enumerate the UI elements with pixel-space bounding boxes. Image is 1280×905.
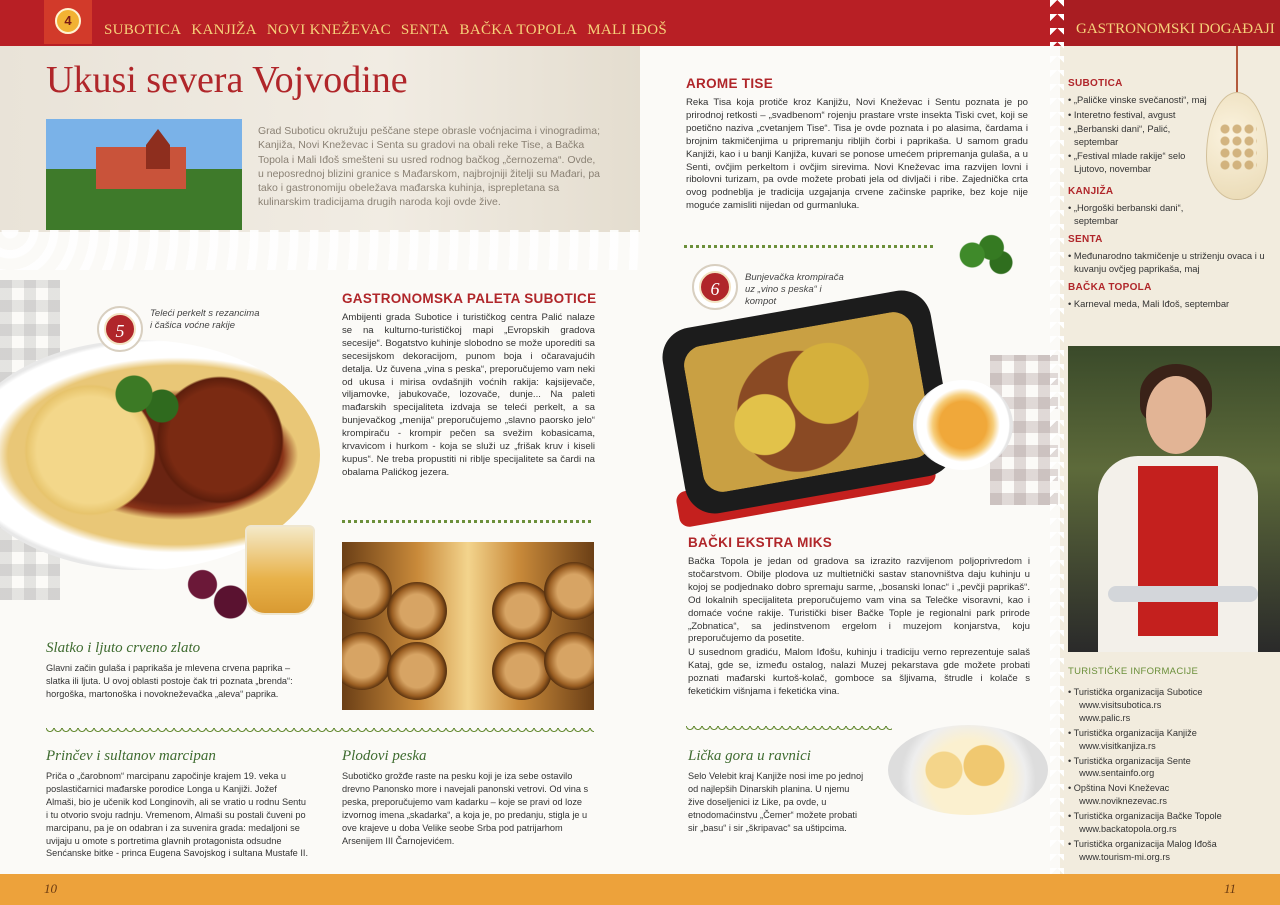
photo-badge-5 (97, 306, 143, 352)
herb-garnish (110, 370, 190, 430)
barrel (544, 632, 594, 690)
egg-pattern (1219, 123, 1257, 171)
barrel (342, 562, 392, 620)
villa-tower-shape (146, 129, 170, 169)
photo-caption-6: Bunjevačka krompirača uz „vino s peska“ i kompot (745, 272, 844, 307)
event-list (1068, 250, 1268, 277)
vest-shape (1138, 466, 1218, 636)
zigzag-edge (1050, 0, 1064, 874)
town-nav (104, 22, 667, 39)
event-item: • „Horgoški berbanski dani“, septembar (1068, 202, 1184, 226)
info-url[interactable]: www.visitkanjiza.rs (1079, 740, 1156, 751)
section-text-backa-a: Bačka Topola je jedan od gradova sa izrazito razvijenom poljoprivredom i stočarstvom. Obilje plodova uz multietnički sastav stanovništva daju kuhinju u kojoj se podjednako dobro spremaju sarme, „bosanski lonac“ i „pevčji paprikaš“. Od lokalnih specijaliteta preporučujemo vam vina sa Telečke visoravni, kao i domaće voćne rakije. Turistički biser Bačke Tople je regionalni park prirode „Zobnatica“, sa jedinstvenom ergelom i muzejom konjarstva, koju preporučujemo da posetite. (688, 556, 1030, 645)
villa-building-shape (96, 147, 186, 189)
potatoes-sausages (681, 309, 935, 495)
lace-decoration (0, 230, 640, 270)
info-url[interactable]: www.sentainfo.org (1079, 768, 1155, 779)
info-item-name: Turistička organizacija Sente (1073, 755, 1191, 766)
box-text-paprika: Glavni začin gulaša i paprikaša je mlevena crvena paprika – slatka ili ljuta. U ovoj oblasti postoje čak tri poznata „brenda“: horgoška, martonoška i novokneževačka „aleva“ paprika. (46, 663, 293, 699)
section-text-backa-b: U susednom gradiću, Malom Iđošu, kuhinju i tradiciju verno reprezentuje salaš Kataj, gde se, između ostalog, nalazi Muzej pekarstava gde možete probati poznati mađarski kurtoš-kolač, gomboce sa šljivama, štrudle i kolače s feketićkim višnjama i feketićka vina. (688, 647, 1030, 697)
bottom-bar (0, 874, 1280, 905)
wavy-divider-right (686, 726, 892, 732)
info-url[interactable]: www.palic.rs (1079, 712, 1131, 723)
wavy-divider (46, 728, 594, 734)
box-title-paprika: Slatko i ljuto crveno zlato (46, 640, 201, 656)
info-url[interactable]: www.backatopola.org.rs (1079, 824, 1177, 835)
event-list (1068, 202, 1208, 229)
nav-item-senta: SENTA (400, 22, 450, 38)
info-item: • Turistička organizacija Kanjiže www.visitkanjiza.rs (1068, 727, 1197, 751)
event-item: • Karneval meda, Mali Iđoš, septembar (1068, 298, 1230, 309)
info-item: • Turistička organizacija Sente www.sentainfo.org (1068, 755, 1191, 779)
barrel (492, 582, 552, 640)
box-text-marzipan: Priča o „čarobnom“ marcipanu započinje krajem 19. veka u poslastičarnici mađarske porodice Longa u Kanjiži. Jožef Almaši, bio je učenik kod Longinovih, ali se vratio u rodnu Sentu i tu otvorio svoju radnju. Vremenom, Almaši su postali čuveni po marcipanu, pa je on odabran i za suvenira grada: medaljoni se uvijaju u omote s portretima glavnih protagonista odsudne Senćanske bitke - princa Eugena Savojskog i sultana Mustafe II. (46, 771, 308, 859)
info-url[interactable]: www.tourism-mi.org.rs (1079, 851, 1170, 862)
box-title-lika: Lička gora u ravnici (688, 748, 811, 764)
nav-item-kanjiza: KANJIŽA (191, 22, 257, 38)
event-item: • Međunarodno takmičenje u striženju ovaca i u kuvanju ovčjeg paprikaša, maj (1068, 250, 1265, 274)
info-item: • Turistička organizacija Bačke Topole www.backatopola.org.rs (1068, 811, 1222, 835)
barrel (492, 642, 552, 700)
box-text-lika: Selo Velebit kraj Kanjiže nosi ime po jednoj od najlepših Dinarskih planina. U njemu žive doseljenici iz Like, pa ovde, u etnodomaćinstvu „Čemer“ možete probati sir „basu“ i sir „škripavac“ sa uštipcima. (688, 771, 864, 833)
info-item-name: Turistička organizacija Subotice (1073, 687, 1203, 697)
event-list (1068, 94, 1208, 178)
wine-cellar-photo (342, 542, 594, 710)
dotted-divider (342, 520, 594, 523)
nav-item-mali-idjos: MALI IĐOŠ (587, 22, 667, 38)
event-item: • Interetno festival, avgust (1068, 108, 1176, 120)
tourist-info-title: TURISTIČKE INFORMACIJE (1068, 666, 1199, 677)
nav-item-novi-knezevac: NOVI KNEŽEVAC (266, 22, 391, 38)
parsley-decoration (953, 230, 1017, 280)
event-group-title: KANJIŽA (1068, 186, 1114, 197)
info-item: • Turistička organizacija Malog Iđoša www.tourism-mi.org.rs (1068, 838, 1217, 862)
info-item-name: Opština Novi Kneževac (1073, 783, 1170, 794)
intro-text: Grad Suboticu okružuju peščane stepe obrasle voćnjacima i vinogradima; Kanjiža, Novi Kneževac i Senta su gradovi na obali reke Tise, a Bačka Topola i Mali Iđoš smešteni su usred rodnog bačkog „černozema“. Ovde, u neposrednoj blizini granice s Mađarskom, najbrojniji žitelji su Mađari, pa tako i gastronomiju obeležava mađarska kuhinja, isprepletana sa kulinarskim tradicijama drugih naroda koji ovde žive. (258, 125, 601, 209)
box-title-marzipan: Prinčev i sultanov marcipan (46, 748, 216, 764)
photo-badge-6 (692, 264, 738, 310)
box-text-sand-wine: Subotičko grožđe raste na pesku koji je iza sebe ostavilo drevno Panonsko more i navejali panonski vetrovi. Od vina s peska, preporučujemo vam kadarku – koje se pravi od loze izvornog imena „skadarka“, a koja je, po predanju, stigla je u ove krajeve u doba Velike seobe Srba pod patrijarhom Arsenijem III Čarnojevićem. (342, 771, 589, 846)
section-text-tisa: Reka Tisa koja protiče kroz Kanjižu, Novi Kneževac i Sentu poznata je po prirodnoj retkosti – „svadbenom“ rojenju prastare vrste insekta Tiski cvet, koji se poetično naziva „cvetanjem Tise“. Tisa je ovde poznata i po alasima, čardama i brojnim takmičenjima u pripremanju ribljih čorbi i paprikaša. U samom gradu Kanjiži, kao i u banji Kanjiža, kuvari se ponose umećem pripremanja gulaša, a u Senti, ovčjim perkeltom i ovčjim sirevima. Novi Kneževac ima razvijen lovni i ribolovni turizam, pa ovde možete probati jela od divljači i ribe. Zajednička crta ovog podneblja je tradicija uzgajanja crvene začinske paprike, bez koje nije moguće zamisliti nijedan od gurmanluka. (686, 97, 1028, 212)
page-title: Ukusi severa Vojvodine (46, 59, 408, 101)
info-item: • Turistička organizacija Subotice www.visitsubotica.rs www.palic.rs (1068, 687, 1203, 723)
page-number-left: 10 (44, 881, 57, 896)
egg-string (1236, 46, 1238, 94)
compote-bowl (913, 380, 1013, 470)
dotted-divider-right (684, 245, 936, 248)
info-item-name: Turistička organizacija Malog Iđoša (1073, 838, 1217, 849)
event-item: • „Festival mlade rakije“ selo Ljutovo, novembar (1068, 150, 1186, 174)
event-item: • „Paličke vinske svečanosti“, maj (1068, 94, 1207, 105)
barrel (387, 642, 447, 700)
barrel (342, 632, 392, 690)
event-group-title: SENTA (1068, 234, 1103, 245)
info-url[interactable]: www.visitsubotica.rs (1079, 699, 1162, 710)
chapter-number: 4 (55, 8, 81, 34)
tray-shape (1108, 586, 1258, 602)
event-group-title: SUBOTICA (1068, 78, 1123, 89)
dumplings-photo (888, 725, 1048, 815)
section-title-subotica: GASTRONOMSKA PALETA SUBOTICE (342, 291, 597, 306)
photo-badge-6-number: 6 (699, 271, 731, 303)
tourist-info-list (1068, 686, 1273, 866)
barrel (387, 582, 447, 640)
face-shape (1146, 376, 1206, 454)
nav-item-subotica: SUBOTICA (104, 22, 182, 38)
info-url[interactable]: www.noviknezevac.rs (1079, 796, 1167, 807)
sidebar-title: GASTRONOMSKI DOGAĐAJI (1076, 21, 1275, 37)
event-item: • „Berbanski dani“, Palić, septembar (1068, 123, 1171, 147)
nav-item-backa-topola: BAČKA TOPOLA (459, 22, 578, 38)
info-item-name: Turistička organizacija Bačke Topole (1073, 811, 1222, 822)
event-list (1068, 298, 1268, 313)
plums (185, 560, 255, 630)
page-number-right: 11 (1224, 881, 1237, 896)
brandy-glass (245, 525, 315, 615)
section-title-backa: BAČKI EKSTRA MIKS (688, 535, 833, 550)
photo-badge-5-number: 5 (104, 313, 136, 345)
event-group-title: BAČKA TOPOLA (1068, 282, 1152, 293)
photo-caption-5: Teleći perkelt s rezancima i čašica voćne rakije (150, 308, 260, 331)
info-item: • Opština Novi Kneževac www.noviknezevac.rs (1068, 783, 1170, 807)
box-title-sand-wine: Plodovi peska (342, 748, 427, 764)
section-title-tisa: AROME TISE (686, 76, 774, 91)
info-item-name: Turistička organizacija Kanjiže (1073, 727, 1197, 738)
woman-with-tray-photo (1068, 346, 1280, 652)
palic-villa-photo (46, 119, 242, 230)
section-text-subotica: Ambijenti grada Subotice i turističkog centra Palić nalaze se na kulturno-turističkoj mapi „Evropskih gradova secesije“. Bogatstvo kuhinje slobodno se može uporediti sa secesijskom dekoracijom, punom boja i očaravajućih detalja. Uz čuvena „vina s peska“, preporučujemo vam neki od ukusa i mirisa ovdašnjih voćnih rakija: kajsijevače, viljamovke, jabukovače, lozovače, dunje... Na paleti mađarskih specijaliteta izdvaja se teleći perkelt, a sa bunjevačkog „menija“ preporučujemo „slavno paorsko jelo“ krompiraču - krompir pečen sa svežim kobasicama, krvavicom i hurkom - koja se služi uz „frišak kruv i kiseli kupus“. Ne treba propustiti ni riblje specijalitete sa čardi na obalama Palićkog jezera. (342, 312, 595, 478)
